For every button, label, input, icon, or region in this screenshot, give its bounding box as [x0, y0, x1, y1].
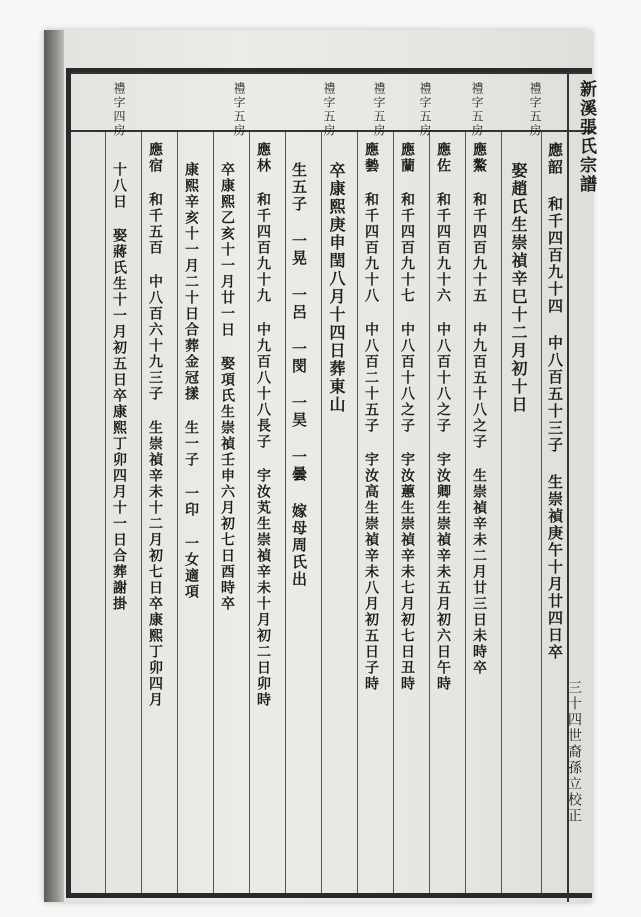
column-rule [213, 132, 214, 893]
entry-column: 應㙯 和千四百九十八 中八百二十五子 宇汝高生崇禎辛未八月初五日子時 [363, 142, 379, 692]
entry-column: 應鰲 和千四百九十五 中九百五十八之子 生崇禎辛未二月廿三日未時卒 [471, 142, 487, 676]
entry-column: 應佐 和千四百九十六 中八百十八之子 宇汝卿生崇禎辛未五月初六日午時 [435, 142, 451, 692]
column-rule [249, 132, 250, 893]
entry-column: 應宿 和千五百 中八百六十九三子 生崇禎辛未十二月初七日卒康熙丁卯四月 [147, 142, 163, 708]
header-cell: 禮字五房 [322, 82, 336, 138]
title-edge-column [567, 72, 597, 902]
column-rule [141, 132, 142, 893]
header-cell: 禮字五房 [528, 82, 542, 138]
entry-column: 康熙辛亥十一月二十日合葬金冠㨾 生一子 一印 一女適項 [183, 162, 199, 600]
column-rule [177, 132, 178, 893]
column-rule [465, 132, 466, 893]
entry-column: 卒康熙乙亥十一月廿一日 娶項氏生崇禎壬申六月初七日酉時卒 [219, 162, 235, 612]
column-rule [105, 132, 106, 893]
column-rule [541, 132, 542, 893]
entry-column: 應林 和千四百九十九 中九百八十八長子 宇汝芄生崇禎辛未十月初二日卯時 [255, 142, 271, 708]
column-rule [501, 132, 502, 893]
header-cell: 禮字五房 [372, 82, 386, 138]
entry-column: 娶趙氏生崇禎辛巳十二月初十日 [509, 162, 528, 414]
column-rule [357, 132, 358, 893]
entry-column: 生五子 一晃 一呂 一閔 一昊 一曇 嫁母周氏出 [290, 162, 308, 588]
header-cell: 禮字四房 [112, 82, 126, 138]
column-rule [321, 132, 322, 893]
header-cell: 禮字五房 [232, 82, 246, 138]
entry-column: 十八日 娶蔣氏生十一月初五日卒康熙丁卯四月十一日合葬謝掛 [111, 162, 127, 612]
entry-column: 應韶 和千四百九十四 中八百五十三子 生崇禎庚午十月廿四日卒 [546, 142, 564, 661]
corrector-note: 三十四世裔孫立校正 [566, 680, 582, 824]
header-cell: 禮字五房 [470, 82, 484, 138]
header-rule-top [71, 72, 592, 74]
entry-column: 應蘭 和千四百九十七 中八百十八之子 宇汝蕙生崇禎辛未七月初七日丑時 [399, 142, 415, 692]
column-rule [285, 132, 286, 893]
book-spine [44, 30, 64, 902]
column-rule [429, 132, 430, 893]
header-cell: 禮字五房 [418, 82, 432, 138]
genealogy-page [44, 30, 596, 902]
entry-column: 卒康熙庚申閏八月十四日葬東山 [327, 162, 346, 414]
column-rule [393, 132, 394, 893]
book-title-edge: 新溪張氏宗譜 [576, 80, 596, 194]
page-frame [66, 68, 596, 898]
